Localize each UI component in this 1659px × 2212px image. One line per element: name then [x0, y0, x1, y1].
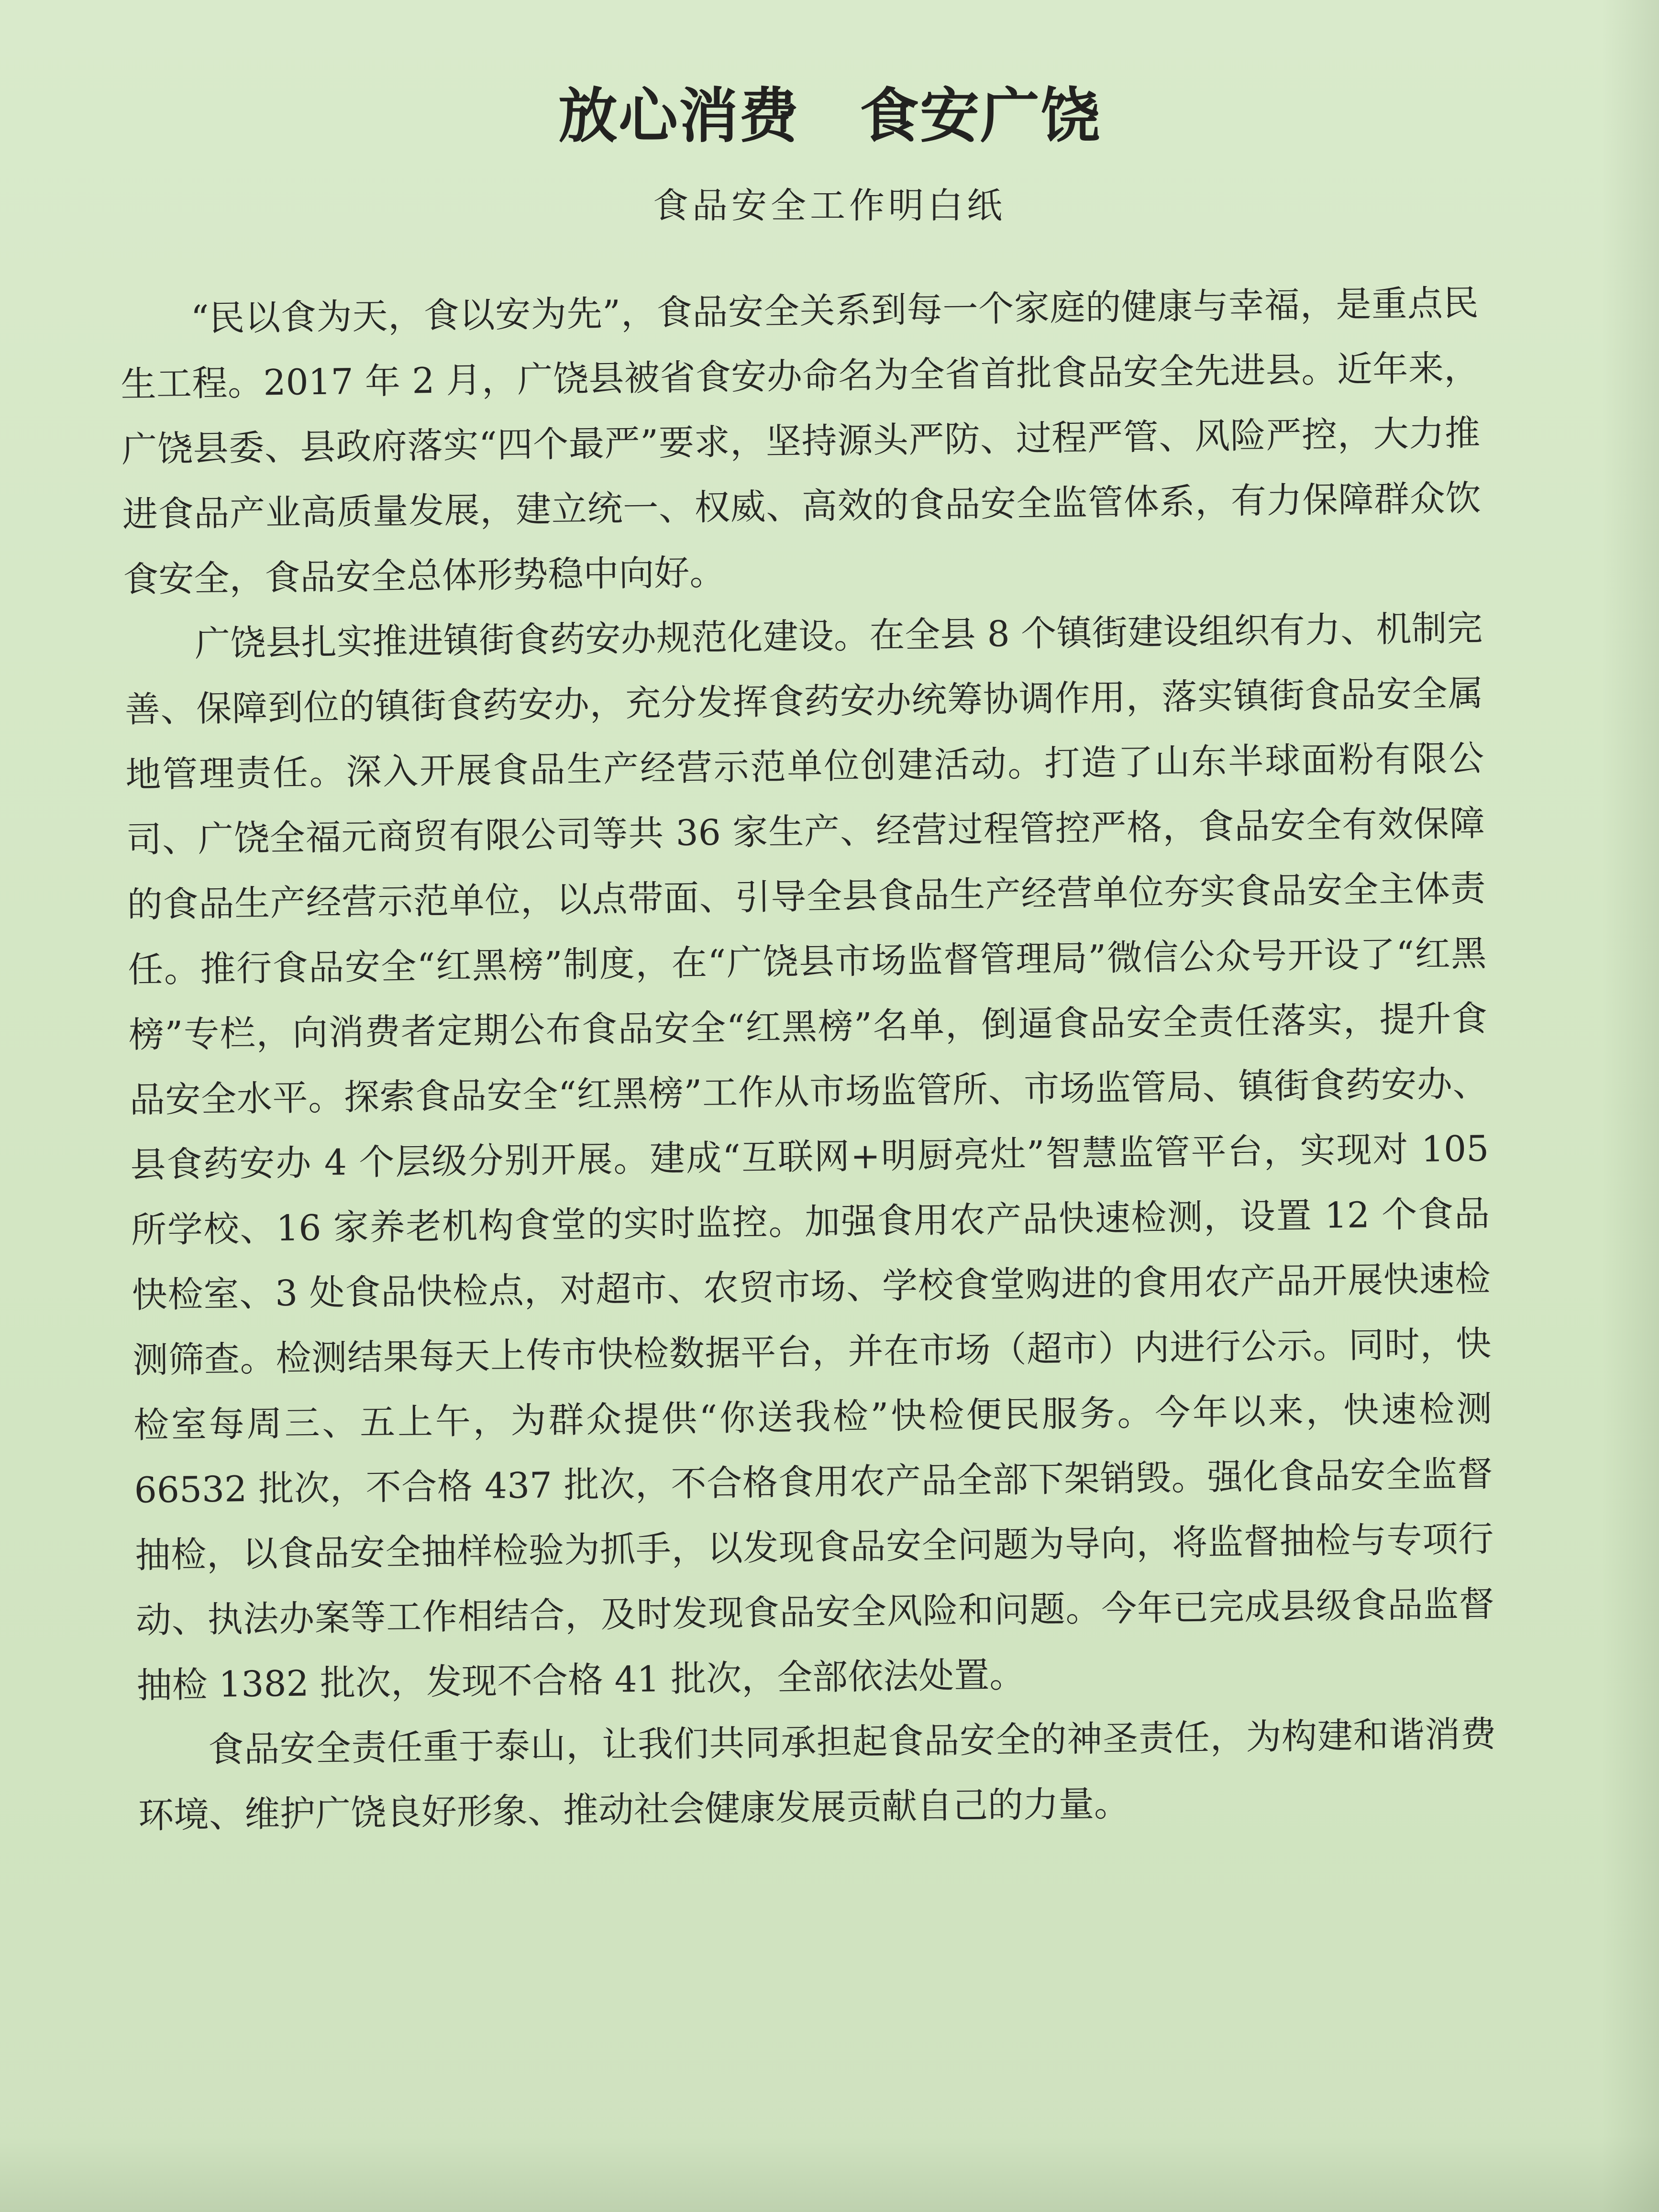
- page-edge-shadow: [1602, 0, 1659, 2212]
- paragraph-intro: “民以食为天，食以安为先”，食品安全关系到每一个家庭的健康与幸福，是重点民生工程。2017 年 2 月，广饶县被省食安办命名为全省首批食品安全先进县。近年来，广饶县委、县政府落实“四个最严”要求，坚持源头严防、过程严管、风险严控，大力推进食品产业高质量发展，建立统一、权威、高效的食品安全监管体系，有力保障群众饮食安全，食品安全总体形势稳中向好。: [120, 282, 1482, 600]
- document-subtitle: 食品安全工作明白纸: [653, 185, 1006, 226]
- paragraph-closing: 食品安全责任重于泰山，让我们共同承担起食品安全的神圣责任，为构建和谐消费环境、维护广饶良好形象、推动社会健康发展贡献自己的力量。: [138, 1714, 1496, 1836]
- paragraph-measures: 广饶县扎实推进镇街食药安办规范化建设。在全县 8 个镇街建设组织有力、机制完善、保障到位的镇街食药安办，充分发挥食药安办统筹协调作用，落实镇街食品安全属地管理责任。深入开展食品生产经营示范单位创建活动。打造了山东半球面粉有限公司、广饶全福元商贸有限公司等共 36 家生产、经营过程管控严格，食品安全有效保障的食品生产经营示范单位，以点带面、引导全县食品生产经营单位夯实食品安全主体责任。推行食品安全“红黑榜”制度，在“广饶县市场监督管理局”微信公众号开设了“红黑榜”专栏，向消费者定期公布食品安全“红黑榜”名单，倒逼食品安全责任落实，提升食品安全水平。探索食品安全“红黑榜”工作从市场监管所、市场监管局、镇街食药安办、县食药安办 4 个层级分别开展。建成“互联网+明厨亮灶”智慧监管平台，实现对 105 所学校、16 家养老机构食堂的实时监控。加强食用农产品快速检测，设置 12 个食品快检室、3 处食品快检点，对超市、农贸市场、学校食堂购进的食用农产品开展快速检测筛查。检测结果每天上传市快检数据平台，并在市场（超市）内进行公示。同时，快检室每周三、五上午，为群众提供“你送我检”快检便民服务。今年以来，快速检测 66532 批次，不合格 437 批次，不合格食用农产品全部下架销毁。强化食品安全监督抽检，以食品安全抽样检验为抓手，以发现食品安全问题为导向，将监督抽检与专项行动、执法办案等工作相结合，及时发现食品安全风险和问题。今年已完成县级食品监督抽检 1382 批次，发现不合格 41 批次，全部依法处置。: [124, 608, 1495, 1706]
- document-title: 放心消费 食安广饶: [558, 81, 1101, 151]
- page-bottom-shadow: [0, 2135, 1659, 2212]
- document-body: [120, 270, 1497, 1848]
